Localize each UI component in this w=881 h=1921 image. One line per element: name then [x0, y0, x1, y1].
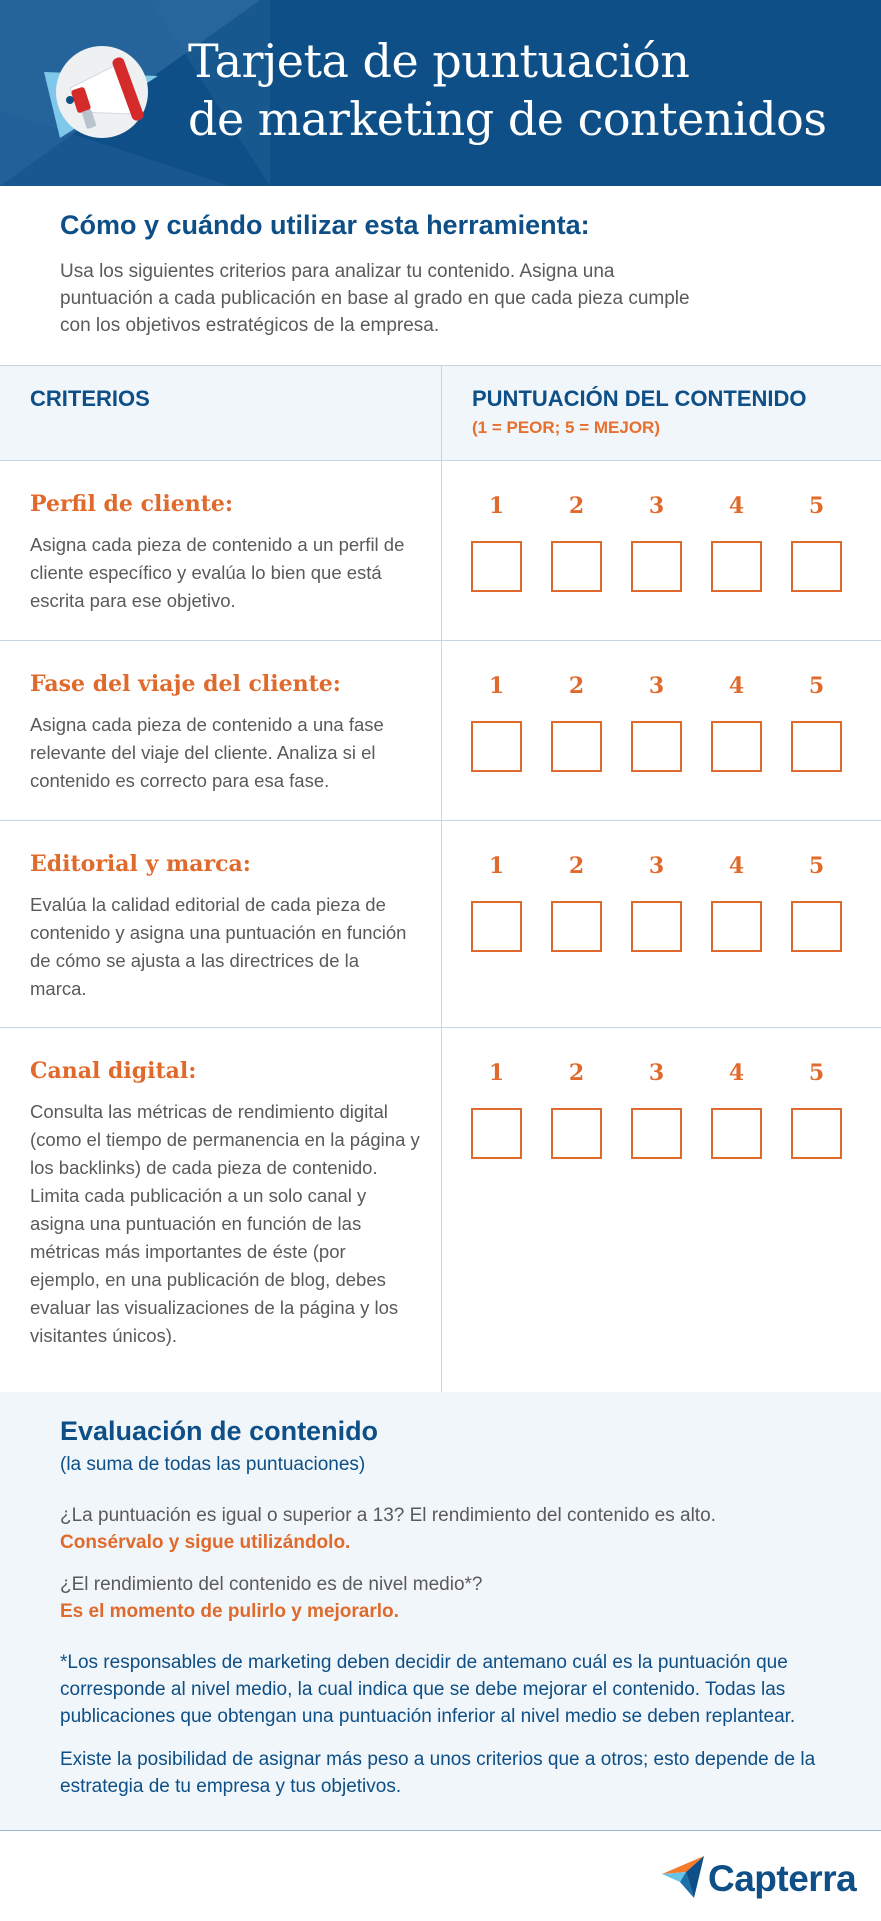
- intro-text: Usa los siguientes criterios para analizar tu contenido. Asigna una puntuación a cada publicación en base al grado en que cada pieza cumple con los objetivos estratégicos de la empresa.: [60, 261, 690, 336]
- evaluation-question-medium: ¿El rendimiento del contenido es de nivel medio*?: [60, 1574, 483, 1595]
- score-number: 2: [568, 853, 585, 879]
- criteria-table: [0, 365, 881, 1392]
- score-checkbox-2[interactable]: [551, 901, 602, 952]
- criteria-description: Consulta las métricas de rendimiento digital (como el tiempo de permanencia en la página y los backlinks) de cada pieza de contenido. Limita cada publicación a un solo canal y asigna una puntuación en función de las métricas más importantes de éste (por ejemplo, en una publicación de blog, debes evaluar las visualizaciones de la página y los visitantes únicos).: [30, 1101, 420, 1346]
- score-checkbox-3[interactable]: [631, 541, 682, 592]
- score-number: 4: [728, 1060, 745, 1086]
- score-checkbox-3[interactable]: [631, 721, 682, 772]
- score-checkbox-5[interactable]: [791, 1108, 842, 1159]
- criteria-title: Editorial y marca:: [30, 851, 251, 877]
- score-number: 4: [728, 853, 745, 879]
- score-number: 1: [488, 1060, 505, 1086]
- score-checkbox-1[interactable]: [471, 901, 522, 952]
- score-checkbox-4[interactable]: [711, 1108, 762, 1159]
- evaluation-subtitle: (la suma de todas las puntuaciones): [60, 1454, 366, 1475]
- score-numbers: [471, 673, 843, 701]
- score-numbers: [471, 1060, 843, 1088]
- score-number: 2: [568, 673, 585, 699]
- capterra-logo-icon: [660, 1852, 706, 1900]
- criteria-description: Evalúa la calidad editorial de cada pieza de contenido y asigna una puntuación en función de cómo se ajusta a las directrices de la marca.: [30, 894, 407, 999]
- score-number: 3: [648, 673, 665, 699]
- score-number: 4: [728, 673, 745, 699]
- brand-name: Capterra: [708, 1858, 857, 1899]
- score-boxes: [471, 721, 843, 773]
- intro-title: Cómo y cuándo utilizar esta herramienta:: [60, 210, 590, 240]
- score-number: 3: [648, 853, 665, 879]
- score-checkbox-3[interactable]: [631, 901, 682, 952]
- criteria-description: Asigna cada pieza de contenido a una fase relevante del viaje del cliente. Analiza si el contenido es correcto para esa fase.: [30, 714, 384, 791]
- score-checkbox-2[interactable]: [551, 541, 602, 592]
- score-number: 1: [488, 493, 505, 519]
- score-number: 1: [488, 853, 505, 879]
- score-number: 3: [648, 1060, 665, 1086]
- score-number: 5: [808, 673, 825, 699]
- score-checkbox-1[interactable]: [471, 721, 522, 772]
- score-number: 3: [648, 493, 665, 519]
- evaluation-answer-medium: Es el momento de pulirlo y mejorarlo.: [60, 1601, 399, 1622]
- criteria-title: Perfil de cliente:: [30, 491, 233, 517]
- score-boxes: [471, 541, 843, 593]
- column-divider: [441, 365, 442, 1392]
- criteria-title: Canal digital:: [30, 1058, 197, 1084]
- score-number: 2: [568, 493, 585, 519]
- score-number: 1: [488, 673, 505, 699]
- evaluation-section: [0, 1392, 881, 1831]
- score-checkbox-2[interactable]: [551, 721, 602, 772]
- score-checkbox-4[interactable]: [711, 541, 762, 592]
- score-checkbox-5[interactable]: [791, 721, 842, 772]
- score-checkbox-2[interactable]: [551, 1108, 602, 1159]
- evaluation-high: [60, 1502, 840, 1556]
- footer: [0, 1832, 881, 1921]
- score-number: 5: [808, 1060, 825, 1086]
- score-checkbox-5[interactable]: [791, 541, 842, 592]
- score-checkbox-4[interactable]: [711, 721, 762, 772]
- score-checkbox-5[interactable]: [791, 901, 842, 952]
- score-number: 2: [568, 1060, 585, 1086]
- title-line-1: Tarjeta de puntuación: [188, 34, 690, 88]
- evaluation-answer-high: Consérvalo y sigue utilizándolo.: [60, 1532, 351, 1553]
- score-checkbox-1[interactable]: [471, 1108, 522, 1159]
- score-numbers: [471, 853, 843, 881]
- evaluation-question-high: ¿La puntuación es igual o superior a 13? El rendimiento del contenido es alto.: [60, 1505, 716, 1526]
- capterra-logo: [660, 1852, 860, 1902]
- score-boxes: [471, 901, 843, 953]
- column-header-criteria: CRITERIOS: [30, 386, 150, 411]
- score-number: 5: [808, 493, 825, 519]
- score-number: 4: [728, 493, 745, 519]
- score-checkbox-1[interactable]: [471, 541, 522, 592]
- megaphone-icon: [40, 38, 162, 146]
- score-scale-legend: (1 = PEOR; 5 = MEJOR): [472, 418, 660, 437]
- score-checkbox-4[interactable]: [711, 901, 762, 952]
- page-title: [188, 32, 826, 148]
- score-number: 5: [808, 853, 825, 879]
- score-boxes: [471, 1108, 843, 1160]
- criteria-title: Fase del viaje del cliente:: [30, 671, 341, 697]
- score-numbers: [471, 493, 843, 521]
- column-header-score: PUNTUACIÓN DEL CONTENIDO: [472, 386, 807, 411]
- criteria-description: Asigna cada pieza de contenido a un perfil de cliente específico y evalúa lo bien que está escrita para ese objetivo.: [30, 534, 405, 611]
- evaluation-title: Evaluación de contenido: [60, 1416, 379, 1446]
- evaluation-medium: [60, 1571, 840, 1625]
- header-banner: [0, 0, 881, 186]
- title-line-2: de marketing de contenidos: [188, 92, 827, 146]
- score-checkbox-3[interactable]: [631, 1108, 682, 1159]
- evaluation-note-medium-level: *Los responsables de marketing deben decidir de antemano cuál es la puntuación que corresponde al nivel medio, la cual indica que se debe mejorar el contenido. Todas las publicaciones que obtengan una puntuación inferior al nivel medio se deben replantear.: [60, 1652, 796, 1727]
- evaluation-note-weighting: Existe la posibilidad de asignar más peso a unos criterios que a otros; esto depende de la estrategia de tu empresa y tus objetivos.: [60, 1749, 816, 1797]
